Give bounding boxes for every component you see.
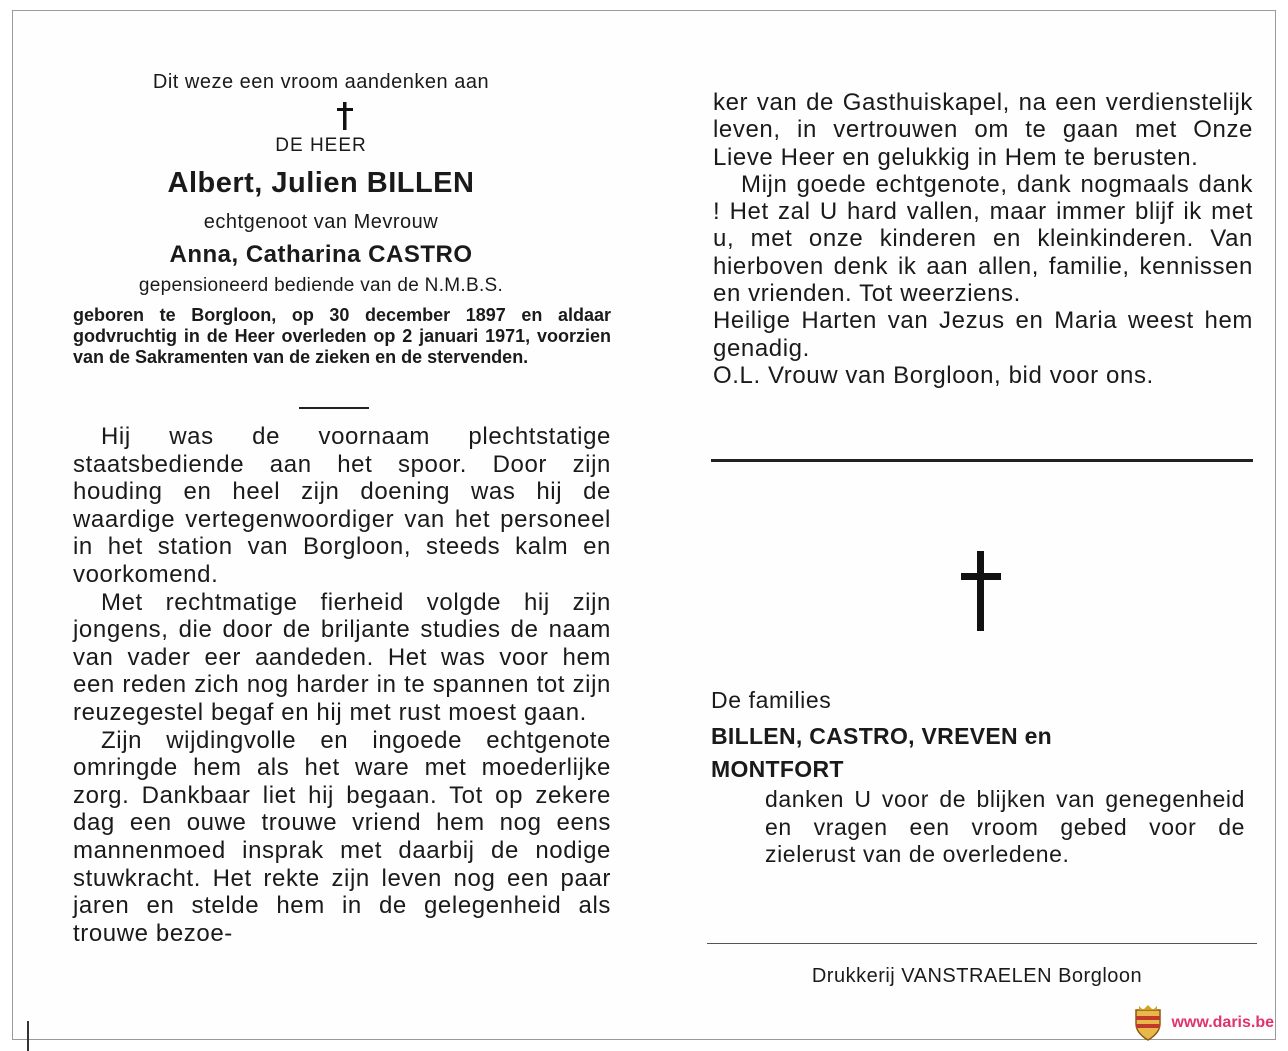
memorial-card xyxy=(12,10,1276,1040)
left-page xyxy=(43,11,611,1041)
separator-line xyxy=(299,407,369,409)
intro-text: Dit weze een vroom aandenken aan xyxy=(152,71,490,93)
spouse-name: Anna, Catharina CASTRO xyxy=(169,241,473,268)
farewell-paragraph: Mijn goede echtgenote, dank nogmaals dank ! Het zal U hard vallen, maar immer blijf ik met u, met onze kinderen en kleinkinderen. Van hierboven denk ik aan allen, familie, kennissen en vrienden. Tot weerziens. xyxy=(713,170,1253,308)
title-de-heer: DE HEER xyxy=(275,135,367,156)
scan-edge-mark xyxy=(27,1021,29,1051)
families-intro: De families xyxy=(711,687,832,713)
continued-paragraph: ker van de Gasthuiskapel, na een verdienstelijk leven, in vertrouwen om te gaan met Onze Lieve Heer en gelukkig in Hem te berusten. xyxy=(713,89,1253,171)
right-page xyxy=(697,11,1257,1041)
deceased-name: Albert, Julien BILLEN xyxy=(167,167,475,199)
footer-rule xyxy=(707,943,1257,944)
families-section xyxy=(711,687,1251,869)
watermark xyxy=(1133,1004,1274,1042)
watermark-text: www.daris.be xyxy=(1171,1014,1274,1031)
prayer-line: Heilige Harten van Jezus en Maria weest hem genadig. xyxy=(713,307,1253,362)
printer-credit: Drukkerij VANSTRAELEN Borgloon xyxy=(811,965,1143,987)
prayer-line: O.L. Vrouw van Borgloon, bid voor ons. xyxy=(713,361,1154,389)
spouse-intro: echtgenoot van Mevrouw xyxy=(203,211,439,233)
thanks-text: danken U voor de blijken van genegenheid en vragen een vroom gebed voor de zielerust van de overledene. xyxy=(765,786,1245,867)
divider-rule xyxy=(711,459,1253,462)
continued-text xyxy=(713,89,1253,389)
bio-paragraph: Hij was de voornaam plechtstatige staatsbediende aan het spoor. Door zijn houding en heel zijn doening was hij de waardige vertegenwoordiger van het personeel in het station van Borgloon, steeds kalm en voorkomend. xyxy=(73,423,611,588)
occupation: gepensioneerd bediende van de N.M.B.S. xyxy=(138,275,504,296)
bio-paragraph: Zijn wijdingvolle en ingoede echtgenote omringde hem als het ware met moederlijke zorg. Dankbaar liet hij begaan. Tot op zekere dag een ouwe trouwe vriend hem nog eens mannenmoed insprak met daarbij de nodige stuwkracht. Het rekte zijn leven nog een paar jaren en stelde hem in de gelegenheid als trouwe bezoe- xyxy=(73,726,611,947)
family-names: BILLEN, CASTRO, VREVEN en MONTFORT xyxy=(711,723,1053,782)
birth-death-text: geboren te Borgloon, op 30 december 1897 en aldaar godvruchtig in de Heer overleden op 2 januari 1971, voorzien van de Sakramenten van de zieken en de stervenden. xyxy=(73,305,611,367)
biography xyxy=(73,423,611,947)
large-cross-icon xyxy=(961,551,1001,631)
small-cross-icon xyxy=(333,101,357,131)
bio-paragraph: Met rechtmatige fierheid volgde hij zijn jongens, die door de briljante studies de naam van vader eer aandeden. Het was voor hem een reden zich nog harder in te spannen tot zijn reuzegestel begaf en hij met rust moest gaan. xyxy=(73,588,611,726)
coat-of-arms-icon xyxy=(1133,1004,1163,1042)
